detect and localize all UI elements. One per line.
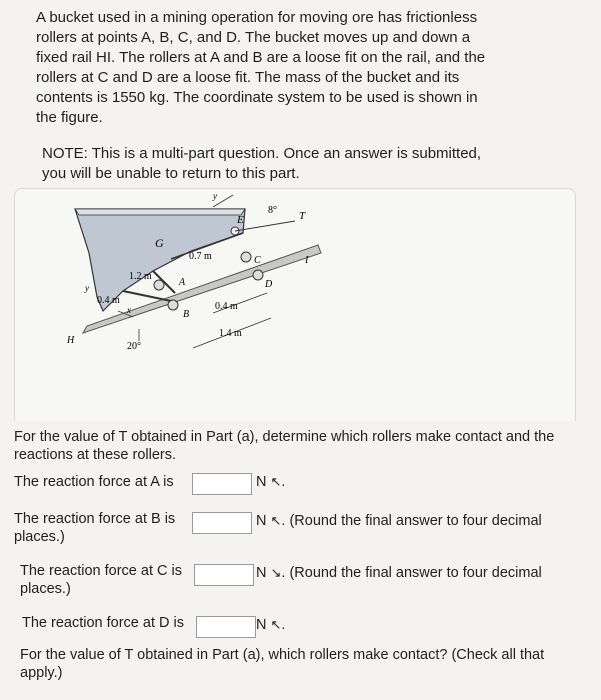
label-b: B [183, 309, 190, 320]
answer-row-c [20, 562, 595, 602]
part-prompt-line: For the value of T obtained in Part (a), determine which rollers make contact and the [14, 429, 555, 445]
answer-label: The reaction force at C is [20, 563, 182, 579]
answer-label: The reaction force at D is [22, 615, 184, 631]
dim-0-7m: 0.7 m [189, 251, 212, 262]
answer-unit: N ↖. [256, 474, 286, 490]
reaction-b-input[interactable] [192, 512, 252, 534]
label-y-left: y [85, 283, 89, 293]
part-prompt-line: reactions at these rollers. [14, 447, 176, 463]
dim-1-4m: 1.4 m [219, 328, 242, 339]
arrow-down-right-icon: ↘ [270, 565, 282, 580]
roller-a [154, 280, 164, 290]
label-x: x [127, 305, 131, 315]
label-y-top: y [213, 193, 217, 201]
answer-continuation: places.) [14, 529, 65, 545]
reaction-c-input[interactable] [194, 564, 254, 586]
arrow-up-left-icon: ↖ [270, 474, 282, 489]
answer-unit: N ↖. (Round the final answer to four decimal [256, 513, 542, 529]
label-t: T [299, 210, 306, 222]
label-c: C [254, 255, 261, 266]
problem-statement [36, 8, 556, 128]
answer-row-a [14, 473, 594, 495]
reaction-d-input[interactable] [196, 616, 256, 638]
answer-continuation: places.) [20, 581, 71, 597]
roller-b [168, 300, 178, 310]
arrow-up-left-icon: ↖ [270, 513, 282, 528]
answer-row-d [22, 614, 582, 636]
reaction-a-input[interactable] [192, 473, 252, 495]
problem-line: rollers at points A, B, C, and D. The bucket moves up and down a [36, 29, 471, 46]
problem-line: contents is 1550 kg. The coordinate system to be used is shown in [36, 89, 478, 106]
answer-unit: N ↖. [256, 617, 286, 633]
problem-line: A bucket used in a mining operation for moving ore has frictionless [36, 9, 478, 26]
label-angle-bottom: 20° [127, 341, 141, 352]
answer-label: The reaction force at B is [14, 511, 176, 527]
dim-0-4m-right: 0.4 m [215, 301, 238, 312]
dim-0-4m-left: 0.4 m [97, 295, 120, 306]
bucket-figure [63, 193, 333, 358]
figure-panel [14, 188, 576, 421]
note-line: NOTE: This is a multi-part question. Once an answer is submitted, [42, 145, 482, 162]
roller-c [241, 252, 251, 262]
label-e: E [237, 214, 244, 226]
bucket-top [75, 209, 245, 215]
label-h: H [67, 335, 75, 346]
note [42, 144, 542, 184]
final-question: For the value of T obtained in Part (a), which rollers make contact? (Check all that apply.) [20, 647, 545, 681]
label-i: I [305, 255, 309, 266]
answer-label: The reaction force at A is [14, 474, 174, 490]
part-prompt [14, 428, 601, 464]
note-line: you will be unable to return to this part. [42, 165, 300, 182]
arrow-up-left-icon: ↖ [270, 617, 282, 632]
answer-unit: N ↘. (Round the final answer to four decimal [256, 565, 542, 581]
label-a: A [179, 277, 186, 288]
problem-line: rollers at C and D are a loose fit. The mass of the bucket and its [36, 69, 460, 86]
label-angle-top: 8° [268, 205, 277, 216]
problem-line: fixed rail HI. The rollers at A and B are a loose fit on the rail, and the [36, 49, 486, 66]
dim-1-2m: 1.2 m [129, 271, 152, 282]
answer-row-b [14, 510, 594, 550]
label-d: D [265, 279, 273, 290]
problem-line: the figure. [36, 109, 103, 126]
label-g: G [155, 236, 164, 250]
roller-d [253, 270, 263, 280]
